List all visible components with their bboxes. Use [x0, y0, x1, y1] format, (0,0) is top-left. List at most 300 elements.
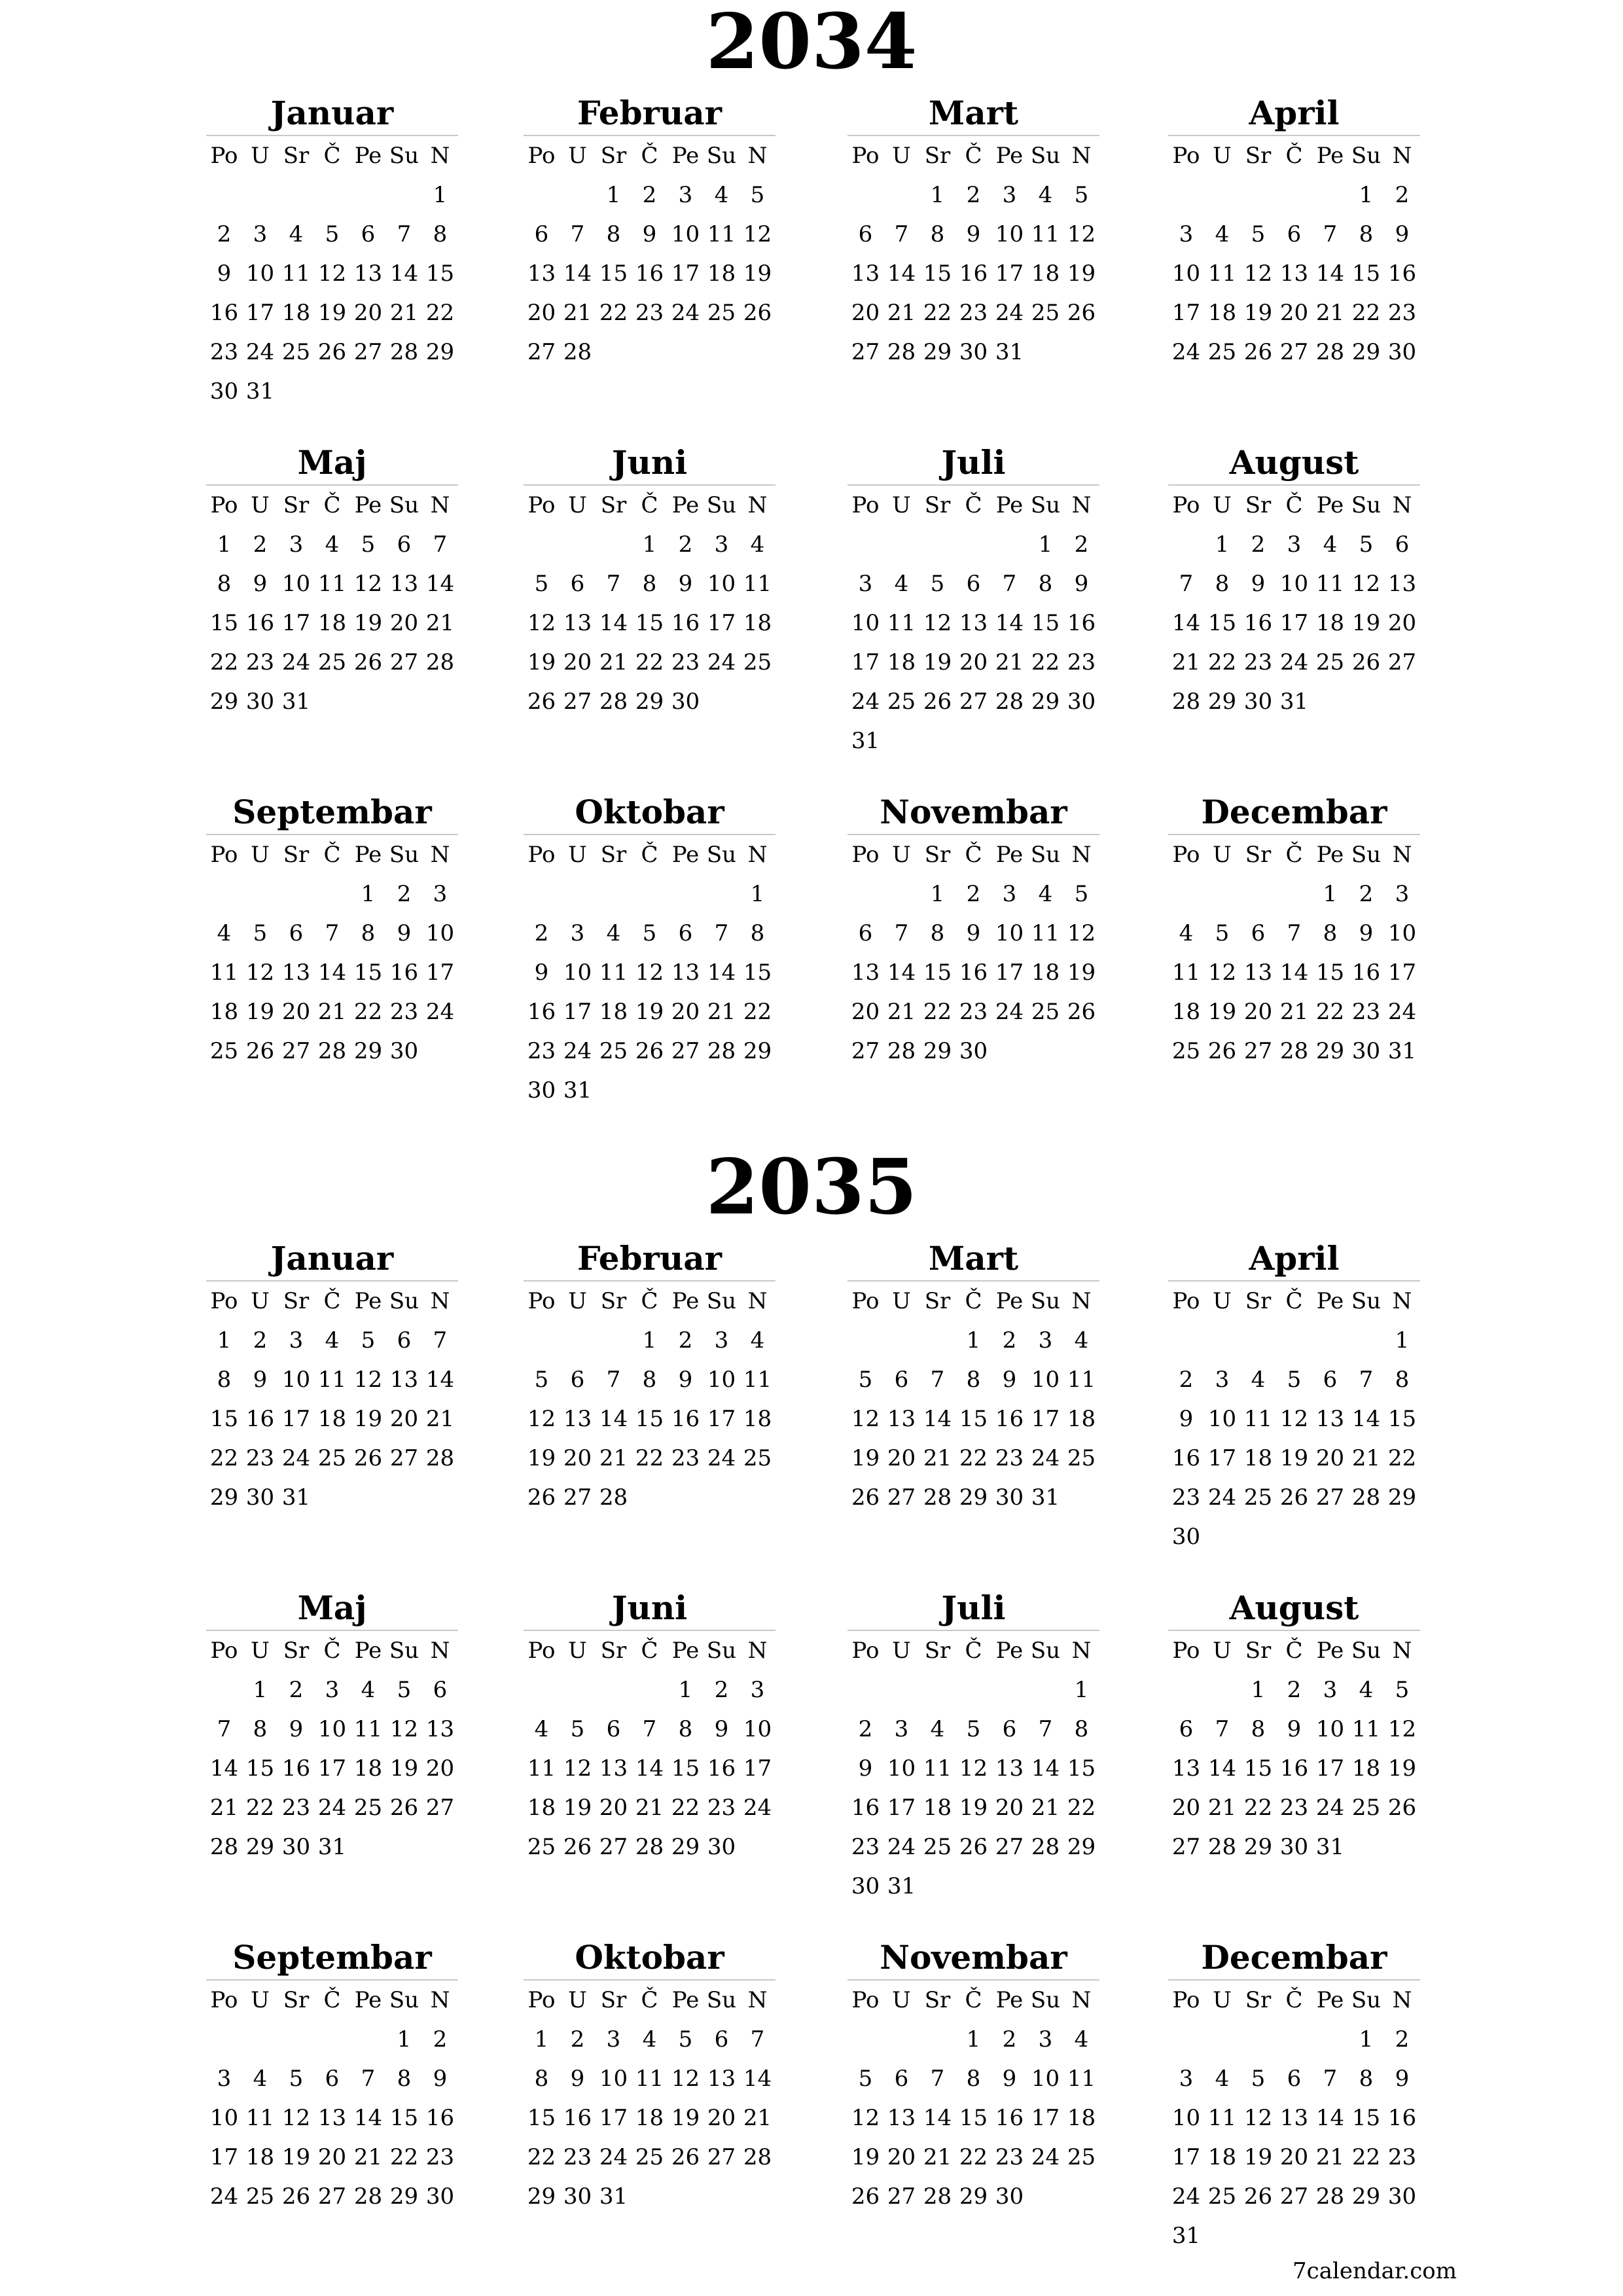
day-cell: 27 [1279, 339, 1309, 365]
day-cell: 26 [353, 649, 383, 675]
day-cell: 24 [209, 2183, 239, 2210]
day-cell: 21 [389, 300, 419, 326]
day-cell: 18 [1067, 1406, 1096, 1432]
day-cell: 14 [209, 1755, 239, 1782]
day-cell: 21 [1315, 2144, 1345, 2170]
day-cell: 19 [245, 999, 275, 1025]
day-cell: 15 [923, 260, 952, 287]
day-cell: 25 [245, 2183, 275, 2210]
day-cell: 24 [425, 999, 455, 1025]
day-cell: 29 [635, 689, 664, 715]
day-cell: 15 [671, 1755, 700, 1782]
day-cell: 11 [527, 1755, 556, 1782]
day-cell: 20 [389, 610, 419, 636]
weekday-header: U [892, 1638, 911, 1664]
weekday-header: Su [706, 492, 737, 518]
day-cell: 3 [714, 531, 729, 558]
weekday-header: Pe [1316, 1638, 1344, 1664]
weekday-header: Č [641, 1288, 658, 1314]
day-cell: 14 [887, 960, 916, 986]
day-cell: 16 [1243, 610, 1273, 636]
day-cell: 22 [389, 2144, 419, 2170]
weekday-header: U [1213, 1288, 1232, 1314]
day-cell: 30 [851, 1873, 880, 1899]
day-cell: 5 [1287, 1367, 1302, 1393]
day-cell: 6 [570, 1367, 585, 1393]
day-cell: 5 [534, 571, 549, 597]
day-cell: 18 [245, 2144, 275, 2170]
day-cell: 27 [1315, 1484, 1345, 1511]
day-cell: 31 [1171, 2223, 1201, 2249]
day-cell: 5 [361, 1327, 376, 1354]
empty-cell [314, 2020, 350, 2059]
day-cell: 30 [1171, 1524, 1201, 1550]
day-cell: 10 [1031, 2066, 1060, 2092]
weekday-header: Pe [995, 492, 1024, 518]
day-cell: 1 [253, 1677, 268, 1703]
day-cell: 30 [389, 1038, 419, 1064]
day-cell: 16 [995, 1406, 1024, 1432]
day-cell: 30 [995, 2183, 1024, 2210]
month-oktobar-2035 [524, 1936, 776, 2216]
day-cell: 1 [534, 2026, 549, 2053]
day-cell: 20 [1171, 1795, 1201, 1821]
day-cell: 4 [1038, 881, 1053, 907]
weekday-header: Č [641, 1638, 658, 1664]
day-cell: 8 [1359, 2066, 1374, 2092]
day-cell: 11 [353, 1716, 383, 1742]
weekday-header: Su [1351, 1638, 1382, 1664]
day-grid [847, 486, 1099, 761]
day-cell: 2 [433, 2026, 448, 2053]
day-cell: 19 [959, 1795, 988, 1821]
weekday-header: Po [210, 143, 238, 169]
day-cell: 21 [1207, 1795, 1237, 1821]
weekday-header: Po [851, 492, 880, 518]
day-cell: 21 [635, 1795, 664, 1821]
month-novembar-2034 [847, 791, 1099, 1071]
day-cell: 3 [1287, 531, 1302, 558]
day-cell: 12 [1351, 571, 1381, 597]
day-cell: 22 [527, 2144, 556, 2170]
day-cell: 18 [1031, 260, 1060, 287]
day-cell: 8 [253, 1716, 268, 1742]
day-cell: 6 [325, 2066, 340, 2092]
day-cell: 5 [1251, 221, 1266, 247]
weekday-header: N [430, 1638, 450, 1664]
day-cell: 31 [1315, 1834, 1345, 1860]
day-cell: 11 [281, 260, 311, 287]
weekday-header: U [251, 143, 270, 169]
day-cell: 24 [563, 1038, 592, 1064]
day-cell: 26 [527, 1484, 556, 1511]
day-cell: 11 [1171, 960, 1201, 986]
month-juli-2035 [847, 1587, 1099, 1906]
day-cell: 23 [1067, 649, 1096, 675]
day-cell: 1 [930, 182, 945, 208]
day-cell: 30 [707, 1834, 736, 1860]
day-cell: 26 [1387, 1795, 1417, 1821]
weekday-header: Pe [1316, 1987, 1344, 2013]
day-cell: 10 [1171, 2105, 1201, 2131]
day-cell: 12 [281, 2105, 311, 2131]
day-cell: 8 [1395, 1367, 1410, 1393]
day-cell: 6 [858, 221, 873, 247]
empty-cell [919, 2020, 955, 2059]
day-cell: 18 [1315, 610, 1345, 636]
month-name: Januar [206, 1237, 458, 1282]
day-cell: 26 [1207, 1038, 1237, 1064]
weekday-header: N [1071, 842, 1092, 868]
day-cell: 4 [1215, 221, 1230, 247]
month-oktobar-2034 [524, 791, 776, 1110]
weekday-header: N [1392, 1288, 1412, 1314]
day-cell: 6 [1002, 1716, 1017, 1742]
day-cell: 9 [217, 260, 232, 287]
day-cell: 17 [851, 649, 880, 675]
weekday-header: Su [1030, 842, 1061, 868]
day-cell: 10 [1279, 571, 1309, 597]
day-cell: 1 [1359, 2026, 1374, 2053]
day-cell: 16 [1067, 610, 1096, 636]
day-cell: 28 [317, 1038, 347, 1064]
day-cell: 18 [281, 300, 311, 326]
month-name: April [1168, 92, 1420, 136]
empty-cell [596, 874, 632, 914]
weekday-header: Sr [600, 143, 627, 169]
day-cell: 3 [1395, 881, 1410, 907]
day-cell: 5 [1074, 182, 1089, 208]
day-grid [524, 1631, 776, 1867]
day-cell: 4 [606, 920, 621, 946]
weekday-header: Pe [1316, 1288, 1344, 1314]
day-cell: 16 [707, 1755, 736, 1782]
day-cell: 12 [1067, 920, 1096, 946]
day-cell: 28 [425, 1445, 455, 1471]
weekday-header: Sr [924, 143, 951, 169]
weekday-header: Su [706, 1288, 737, 1314]
month-januar-2034 [206, 92, 458, 411]
day-cell: 19 [317, 300, 347, 326]
day-cell: 7 [1002, 571, 1017, 597]
day-cell: 30 [1067, 689, 1096, 715]
day-cell: 5 [1215, 920, 1230, 946]
month-novembar-2035 [847, 1936, 1099, 2216]
empty-cell [991, 525, 1027, 564]
day-cell: 4 [1074, 2026, 1089, 2053]
weekday-header: Su [1030, 1987, 1061, 2013]
day-cell: 8 [606, 221, 621, 247]
day-cell: 20 [887, 2144, 916, 2170]
weekday-header: Pe [671, 1987, 700, 2013]
day-cell: 15 [599, 260, 628, 287]
day-cell: 31 [281, 689, 311, 715]
day-cell: 8 [930, 920, 945, 946]
weekday-header: Sr [283, 1987, 310, 2013]
weekday-header: U [568, 842, 587, 868]
day-cell: 25 [1031, 300, 1060, 326]
day-cell: 24 [317, 1795, 347, 1821]
day-cell: 29 [353, 1038, 383, 1064]
weekday-header: U [1213, 842, 1232, 868]
day-cell: 6 [678, 920, 693, 946]
day-cell: 6 [1287, 2066, 1302, 2092]
day-cell: 4 [1251, 1367, 1266, 1393]
day-cell: 9 [858, 1755, 873, 1782]
month-maj-2034 [206, 441, 458, 721]
day-cell: 15 [1067, 1755, 1096, 1782]
day-cell: 20 [281, 999, 311, 1025]
day-cell: 12 [563, 1755, 592, 1782]
day-cell: 5 [858, 2066, 873, 2092]
day-cell: 7 [217, 1716, 232, 1742]
day-cell: 27 [851, 1038, 880, 1064]
weekday-header: Su [706, 1638, 737, 1664]
day-cell: 6 [1287, 221, 1302, 247]
day-cell: 20 [353, 300, 383, 326]
day-cell: 17 [281, 1406, 311, 1432]
empty-cell [314, 874, 350, 914]
day-cell: 9 [1179, 1406, 1194, 1432]
weekday-header: Č [641, 143, 658, 169]
day-cell: 10 [1171, 260, 1201, 287]
day-cell: 8 [930, 221, 945, 247]
empty-cell [883, 874, 919, 914]
day-cell: 19 [527, 1445, 556, 1471]
day-cell: 28 [353, 2183, 383, 2210]
day-cell: 23 [209, 339, 239, 365]
day-cell: 12 [1243, 260, 1273, 287]
empty-cell [955, 1670, 991, 1710]
day-grid [206, 1981, 458, 2216]
day-cell: 3 [894, 1716, 909, 1742]
month-name: Decembar [1168, 791, 1420, 835]
day-cell: 5 [253, 920, 268, 946]
month-januar-2035 [206, 1237, 458, 1517]
day-cell: 14 [563, 260, 592, 287]
day-cell: 18 [527, 1795, 556, 1821]
weekday-header: Po [210, 1987, 238, 2013]
weekday-header: Sr [1245, 842, 1272, 868]
day-cell: 15 [1351, 260, 1381, 287]
day-cell: 9 [1002, 1367, 1017, 1393]
day-cell: 12 [851, 2105, 880, 2131]
day-cell: 29 [1031, 689, 1060, 715]
day-cell: 30 [995, 1484, 1024, 1511]
day-cell: 8 [1359, 221, 1374, 247]
empty-cell [1027, 1670, 1063, 1710]
day-cell: 13 [317, 2105, 347, 2131]
day-grid [1168, 136, 1420, 372]
empty-cell [350, 2020, 386, 2059]
day-cell: 16 [635, 260, 664, 287]
day-cell: 15 [209, 1406, 239, 1432]
day-cell: 22 [671, 1795, 700, 1821]
day-cell: 24 [1171, 2183, 1201, 2210]
day-cell: 20 [563, 649, 592, 675]
day-cell: 15 [527, 2105, 556, 2131]
day-cell: 15 [923, 960, 952, 986]
day-cell: 4 [1074, 1327, 1089, 1354]
day-cell: 9 [253, 571, 268, 597]
day-cell: 22 [1351, 2144, 1381, 2170]
empty-cell [1204, 1670, 1240, 1710]
weekday-header: N [1392, 1638, 1412, 1664]
day-grid [206, 136, 458, 411]
day-cell: 10 [851, 610, 880, 636]
weekday-header: N [1071, 143, 1092, 169]
weekday-header: Pe [995, 1987, 1024, 2013]
month-mart-2034 [847, 92, 1099, 372]
day-cell: 23 [671, 649, 700, 675]
weekday-header: Po [210, 492, 238, 518]
day-cell: 9 [1074, 571, 1089, 597]
day-cell: 17 [1387, 960, 1417, 986]
day-cell: 24 [1031, 1445, 1060, 1471]
month-april-2034 [1168, 92, 1420, 372]
empty-cell [668, 874, 704, 914]
day-cell: 17 [245, 300, 275, 326]
day-cell: 11 [209, 960, 239, 986]
day-cell: 8 [397, 2066, 412, 2092]
empty-cell [1168, 1321, 1204, 1360]
day-cell: 2 [1395, 2026, 1410, 2053]
weekday-header: Su [389, 1288, 419, 1314]
day-cell: 28 [887, 1038, 916, 1064]
weekday-header: Č [965, 1288, 982, 1314]
weekday-header: Su [1351, 492, 1382, 518]
day-cell: 18 [317, 1406, 347, 1432]
day-cell: 8 [966, 2066, 981, 2092]
empty-cell [350, 175, 386, 215]
day-cell: 21 [353, 2144, 383, 2170]
day-cell: 13 [1243, 960, 1273, 986]
day-cell: 4 [325, 1327, 340, 1354]
day-cell: 7 [433, 1327, 448, 1354]
weekday-header: Pe [354, 1987, 382, 2013]
day-cell: 3 [1323, 1677, 1338, 1703]
empty-cell [883, 525, 919, 564]
day-cell: 31 [245, 378, 275, 404]
day-cell: 12 [353, 571, 383, 597]
day-cell: 11 [1067, 2066, 1096, 2092]
day-cell: 3 [1002, 182, 1017, 208]
day-cell: 3 [1038, 2026, 1053, 2053]
day-cell: 20 [527, 300, 556, 326]
day-cell: 6 [361, 221, 376, 247]
day-cell: 8 [534, 2066, 549, 2092]
day-cell: 15 [1387, 1406, 1417, 1432]
day-cell: 29 [1067, 1834, 1096, 1860]
day-cell: 9 [289, 1716, 304, 1742]
weekday-header: U [568, 1288, 587, 1314]
day-cell: 31 [995, 339, 1024, 365]
day-cell: 30 [959, 1038, 988, 1064]
day-cell: 2 [570, 2026, 585, 2053]
month-name: August [1168, 1587, 1420, 1631]
weekday-header: Č [965, 1638, 982, 1664]
day-cell: 6 [433, 1677, 448, 1703]
day-cell: 13 [425, 1716, 455, 1742]
weekday-header: Pe [1316, 842, 1344, 868]
month-name: August [1168, 441, 1420, 486]
empty-cell [596, 1670, 632, 1710]
day-cell: 15 [245, 1755, 275, 1782]
empty-cell [560, 1321, 596, 1360]
day-cell: 14 [317, 960, 347, 986]
weekday-header: Po [1172, 842, 1200, 868]
weekday-header: Sr [1245, 1288, 1272, 1314]
day-cell: 8 [1074, 1716, 1089, 1742]
day-cell: 2 [1002, 1327, 1017, 1354]
day-grid [206, 486, 458, 721]
weekday-header: Po [210, 1638, 238, 1664]
day-cell: 7 [1287, 920, 1302, 946]
year-title: 2035 [705, 1143, 918, 1232]
empty-cell [386, 175, 422, 215]
day-cell: 30 [959, 339, 988, 365]
day-cell: 1 [1215, 531, 1230, 558]
day-cell: 7 [1215, 1716, 1230, 1742]
day-cell: 4 [361, 1677, 376, 1703]
weekday-header: Pe [1316, 492, 1344, 518]
day-cell: 21 [317, 999, 347, 1025]
day-cell: 31 [1387, 1038, 1417, 1064]
weekday-header: Po [1172, 143, 1200, 169]
day-cell: 26 [851, 2183, 880, 2210]
day-cell: 10 [887, 1755, 916, 1782]
day-cell: 18 [743, 1406, 772, 1432]
day-cell: 12 [389, 1716, 419, 1742]
day-cell: 3 [570, 920, 585, 946]
day-cell: 19 [635, 999, 664, 1025]
day-cell: 9 [678, 571, 693, 597]
weekday-header: Č [323, 492, 341, 518]
weekday-header: N [747, 1987, 768, 2013]
weekday-header: Su [1030, 143, 1061, 169]
day-cell: 27 [563, 1484, 592, 1511]
day-cell: 29 [527, 2183, 556, 2210]
weekday-header: N [747, 1288, 768, 1314]
day-cell: 15 [1351, 2105, 1381, 2131]
day-cell: 13 [707, 2066, 736, 2092]
day-cell: 21 [887, 999, 916, 1025]
day-cell: 20 [851, 999, 880, 1025]
weekday-header: U [1213, 1638, 1232, 1664]
day-cell: 7 [930, 1367, 945, 1393]
empty-cell [314, 175, 350, 215]
day-cell: 26 [1243, 339, 1273, 365]
day-cell: 3 [714, 1327, 729, 1354]
day-cell: 9 [714, 1716, 729, 1742]
weekday-header: Su [1030, 1288, 1061, 1314]
month-name: Juni [524, 1587, 776, 1631]
day-cell: 14 [425, 571, 455, 597]
day-cell: 9 [678, 1367, 693, 1393]
day-cell: 28 [389, 339, 419, 365]
weekday-header: Su [706, 143, 737, 169]
day-cell: 24 [995, 999, 1024, 1025]
day-cell: 2 [397, 881, 412, 907]
day-cell: 8 [1215, 571, 1230, 597]
day-cell: 2 [1002, 2026, 1017, 2053]
day-cell: 14 [1315, 260, 1345, 287]
day-cell: 5 [1074, 881, 1089, 907]
day-cell: 26 [527, 689, 556, 715]
weekday-header: Č [1285, 842, 1303, 868]
weekday-header: U [568, 1638, 587, 1664]
day-cell: 27 [389, 649, 419, 675]
